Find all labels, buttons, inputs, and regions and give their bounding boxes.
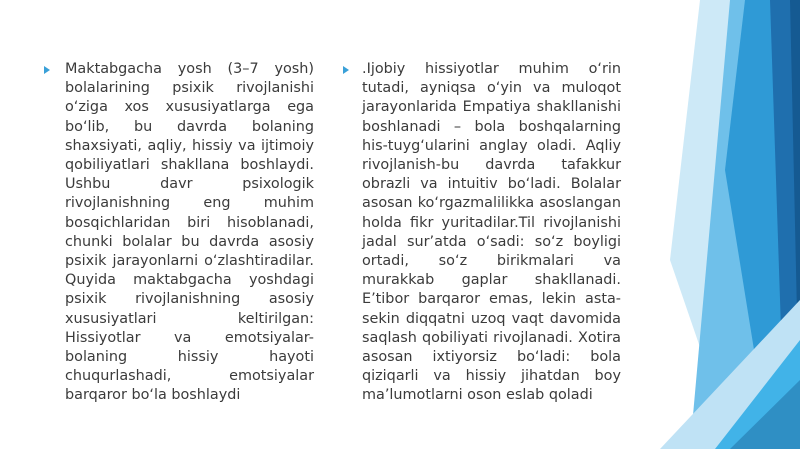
left-paragraph: Maktabgacha yosh (3–7 yosh) bolalarining psixik rivojlanishi o‘ziga xos xususiyatlarga ega bo‘lib, bu davrda bolaning shaxsiyati, aqliy, hissiy va ijtimoiy qobiliyatlari shakllana boshlaydi. Ushbu davr psixologik rivojlanishning eng muhim bosqichlaridan biri hisoblanadi, chunki bolalar bu davrda asosiy psixik jarayonlarni o‘zlashtiradilar. Quyida maktabgacha yoshdagi psixik rivojlanishning asosiy xususiyatlari keltirilgan: Hissiyotlar va emotsiyalar-bolaning hissiy hayoti chuqurlashadi, emotsiyalar barqaror bo‘la boshlaydi bbox=[65, 61, 314, 404]
triangle-bullet-icon bbox=[343, 66, 349, 74]
right-paragraph: .Ijobiy hissiyotlar muhim o‘rin tutadi, ayniqsa o‘yin va muloqot jarayonlarida Empatiya shakllanishi boshlanadi – bola boshqalarning his-tuyg‘ularini anglay oladi. Aqliy rivojlanish-bu davrda tafakkur obrazli va intuitiv bo‘ladi. Bolalar asosan ko‘rgazmalilikka asoslangan holda fikr yuritadilar.Til rivojlanishi jadal sur’atda o‘sadi: so‘z boyligi ortadi, so‘z birikmalari va murakkab gaplar shakllanadi. E’tibor barqaror emas, lekin asta-sekin diqqatni uzoq vaqt davomida saqlash qobiliyati rivojlanadi. Xotira asosan ixtiyorsiz bo‘ladi: bola qiziqarli va hissiy jihatdan boy ma’lumotlarni oson eslab qoladi bbox=[362, 61, 621, 404]
triangle-bullet-icon bbox=[44, 66, 50, 74]
